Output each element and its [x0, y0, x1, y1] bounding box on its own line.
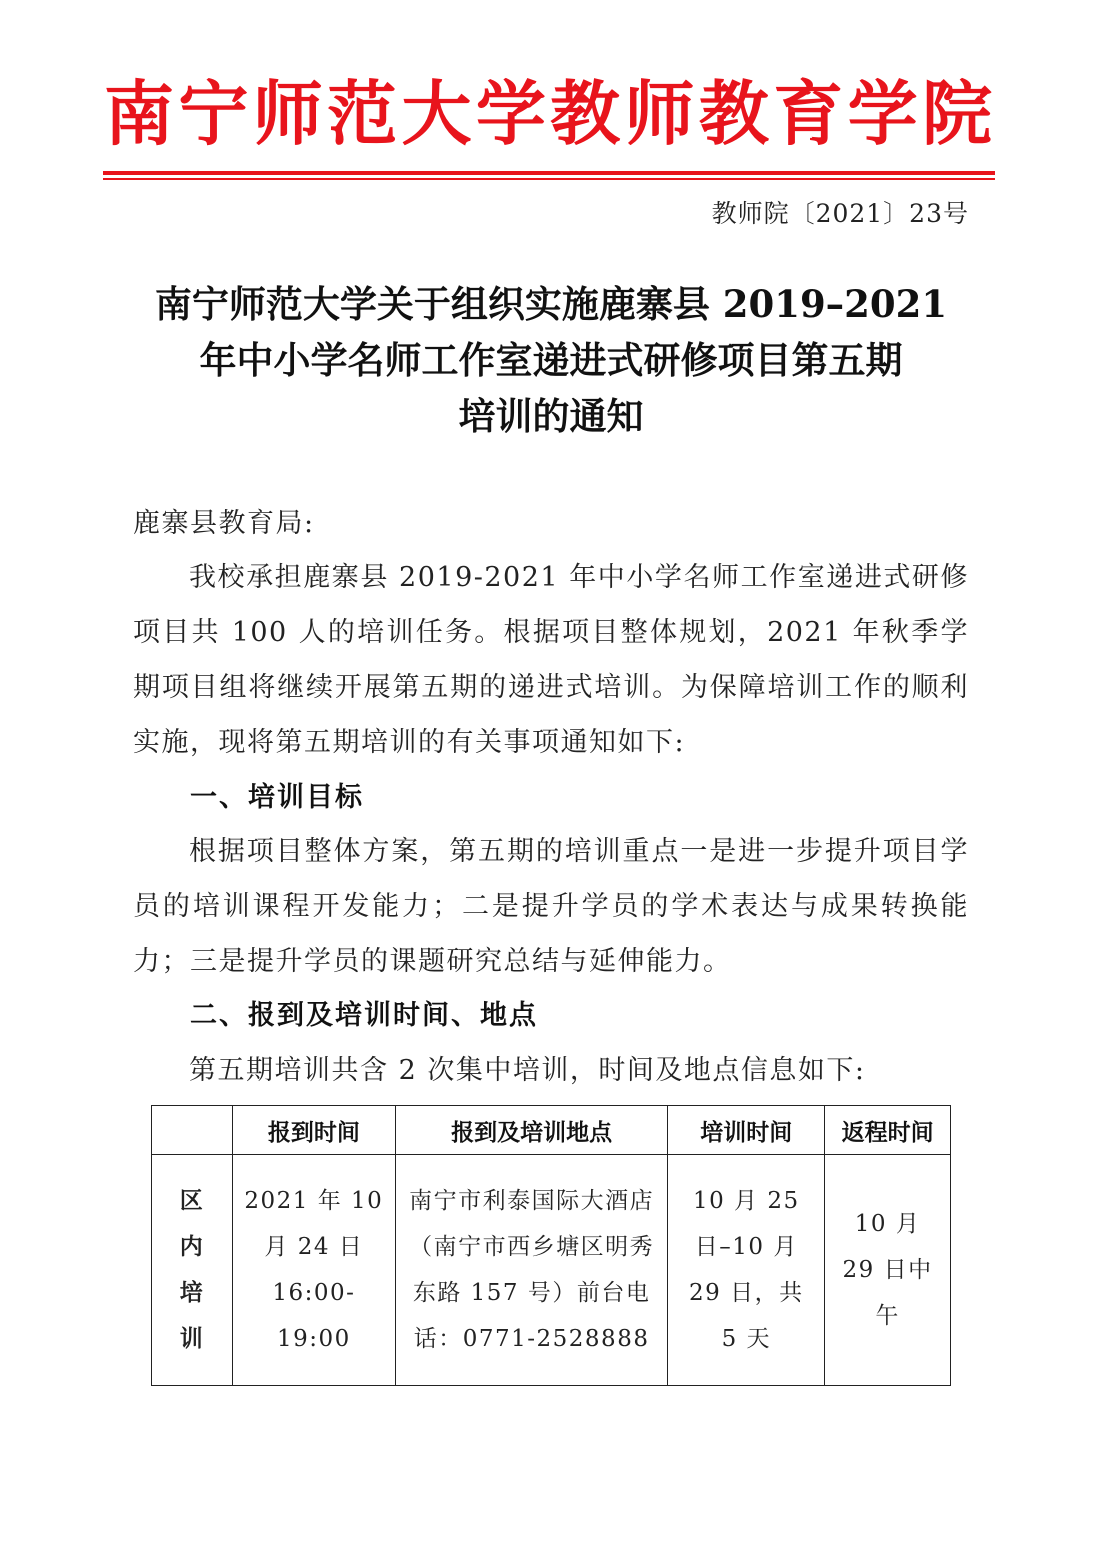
checkin-time-cell: 2021 年 10 月 24 日 16:00-19:00	[232, 1155, 395, 1386]
header-cell-training-time: 培训时间	[668, 1106, 825, 1155]
title-line-2: 年中小学名师工作室递进式研修项目第五期	[199, 338, 903, 382]
header-cell-checkin-time: 报到时间	[232, 1106, 395, 1155]
title-line-3: 培训的通知	[458, 394, 644, 438]
document-title	[130, 276, 972, 444]
row-label: 区内培训	[152, 1155, 233, 1386]
section-heading-time-place: 二、报到及培训时间、地点	[190, 1000, 538, 1031]
header-cell-return-time: 返程时间	[825, 1106, 951, 1155]
table-row	[152, 1155, 951, 1386]
addressee: 鹿寨县教育局:	[133, 508, 315, 539]
schedule-table	[151, 1105, 951, 1386]
header-cell-location: 报到及培训地点	[395, 1106, 668, 1155]
section-heading-goals: 一、培训目标	[190, 782, 364, 813]
header-red-rule-thin	[103, 178, 995, 180]
title-line-1: 南宁师范大学关于组织实施鹿寨县 2019–2021	[154, 282, 948, 326]
location-cell: 南宁市利泰国际大酒店（南宁市西乡塘区明秀东路 157 号）前台电话：0771-2528888	[395, 1155, 668, 1386]
training-time-cell: 10 月 25 日–10 月 29 日，共 5 天	[668, 1155, 825, 1386]
table-header-row	[152, 1106, 951, 1155]
organization-header: 南宁师范大学教师教育学院	[104, 72, 996, 155]
intro-paragraph: 我校承担鹿寨县 2019-2021 年中小学名师工作室递进式研修项目共 100 人的培训任务。根据项目整体规划，2021 年秋季学期项目组将继续开展第五期的递进式培训。为保障培训工作的顺利实施，现将第五期培训的有关事项通知如下:	[133, 562, 969, 758]
goals-paragraph: 根据项目整体方案，第五期的培训重点一是进一步提升项目学员的培训课程开发能力；二是提升学员的学术表达与成果转换能力；三是提升学员的课题研究总结与延伸能力。	[133, 836, 969, 977]
document-number: 教师院〔2021〕23号	[711, 199, 969, 228]
header-cell-empty	[152, 1106, 233, 1155]
time-place-paragraph: 第五期培训共含 2 次集中培训，时间及地点信息如下:	[189, 1055, 866, 1086]
header-red-rule	[103, 171, 995, 175]
return-time-cell: 10 月 29 日中午	[825, 1155, 951, 1386]
